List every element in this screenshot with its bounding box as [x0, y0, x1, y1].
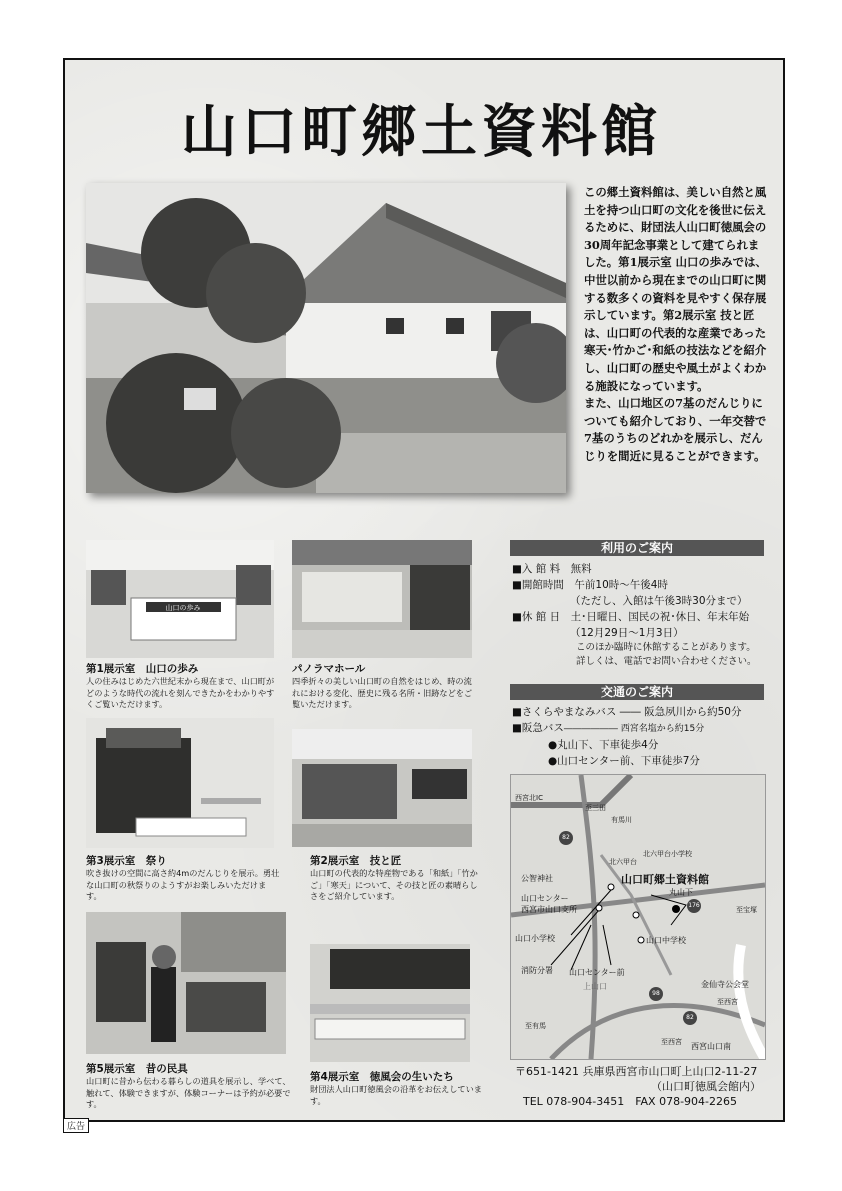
- address-block: [515, 1064, 771, 1109]
- map-label-ic: 西宮北IC: [515, 794, 543, 802]
- map-label-sanda: 至三田: [585, 804, 606, 812]
- museum-building-photo: [86, 183, 566, 493]
- intro-text: [584, 184, 770, 466]
- room5-title: 第5展示室 昔の民具: [86, 1063, 188, 1075]
- map-label-takarazuka: 至宝塚: [736, 906, 757, 914]
- access-map: [510, 774, 766, 1060]
- guide-info: ■入 館 料 無料 ■開館時間 午前10時～午後4時 （ただし、入館は午後3時30分まで） ■休 館 日 土･日曜日、国民の祝･休日、年末年始 （12月29日～1月3日） このほか臨時に休館することがあります。 詳しくは、電話でお問い合わせください。: [512, 561, 770, 669]
- panorama-photo: [292, 540, 472, 658]
- route-82-marker: 82: [559, 831, 573, 845]
- other-note-2: 詳しくは、電話でお問い合わせください。: [576, 656, 757, 667]
- room5-photo: [86, 912, 286, 1054]
- panorama-desc: 四季折々の美しい山口町の自然をはじめ、時の流れにおける変化、歴史に残る名所・旧跡などをご覧いただけます。: [292, 676, 473, 710]
- room1-photo: [86, 540, 274, 658]
- stop1: 丸山下、下車徒歩4分: [557, 739, 659, 751]
- map-label-yamaguchi-minami: 西宮山口南: [691, 1042, 731, 1051]
- room4-desc: 財団法人山口町徳風会の沿革をお伝えしています。: [310, 1084, 482, 1106]
- map-label-jhs: 山口中学校: [646, 936, 686, 945]
- map-label-nishinomiya1: 至西宮: [717, 998, 738, 1006]
- room2-desc: 山口町の代表的な特産物である「和紙」「竹かご」「寒天」について、その技と匠の素晴らしさをご紹介しています。: [310, 868, 478, 902]
- room3-title: 第3展示室 祭り: [86, 855, 167, 867]
- access-info: ■さくらやまなみバス ―― 阪急夙川から約50分 ■阪急バス―――――― 西宮名塩から約15分 ●丸山下、下車徒歩4分 ●山口センター前、下車徒歩7分: [512, 706, 742, 767]
- room1-title: 第1展示室 山口の歩み: [86, 663, 199, 675]
- room3-desc: 吹き抜けの空間に高さ約4mのだんじりを展示。勇壮な山口町の秋祭りのようすがお楽しみいただけます。: [86, 868, 280, 902]
- fee-label: 入 館 料: [521, 563, 561, 575]
- map-label-center-mae: 山口センター前: [569, 968, 625, 977]
- map-label-fire: 消防分署: [521, 966, 553, 975]
- access-heading: 交通のご案内: [510, 684, 764, 700]
- room1-photo-sign: 山口の歩み: [165, 604, 201, 612]
- closed-note: （12月29日～1月3日）: [570, 627, 684, 639]
- room4-caption: [310, 1070, 490, 1107]
- panorama-title: パノラマホール: [292, 663, 366, 675]
- address-line1: 〒651-1421 兵庫県西宮市山口町上山口2-11-27: [515, 1065, 758, 1078]
- route-98-marker: 98: [649, 987, 663, 1001]
- room3-photo: [86, 718, 274, 848]
- address-line2: （山口町徳風会館内）: [651, 1080, 761, 1093]
- route-176-marker: 176: [687, 899, 701, 913]
- map-museum-label: 山口町郷土資料館: [621, 873, 709, 886]
- guide-heading: 利用のご案内: [510, 540, 764, 556]
- map-label-nishinomiya2: 至西宮: [661, 1038, 682, 1046]
- room5-desc: 山口町に昔から伝わる暮らしの道具を展示し、学べて、触れて、体験できますが、体験コーナーは予約が必要です。: [86, 1076, 291, 1110]
- room3-caption: [86, 854, 281, 903]
- other-note-1: このほか臨時に休館することがあります。: [576, 642, 756, 653]
- bus2-value: ―――――― 西宮名塩から約15分: [563, 724, 705, 734]
- room2-title: 第2展示室 技と匠: [310, 855, 402, 867]
- closed-value: 土･日曜日、国民の祝･休日、年末年始: [570, 611, 750, 623]
- map-label-shrine: 公智神社: [521, 874, 553, 883]
- ad-label: 広告: [63, 1118, 89, 1133]
- room4-title: 第4展示室 徳風会の生いたち: [310, 1071, 454, 1083]
- room2-caption: [310, 854, 480, 903]
- room4-photo: [310, 944, 470, 1062]
- hours-note: （ただし、入館は午後3時30分まで）: [570, 595, 748, 607]
- map-label-es: 山口小学校: [515, 934, 555, 943]
- page-title: 山口町郷土資料館: [181, 99, 661, 165]
- map-label-school1: 北六甲台小学校: [643, 850, 692, 858]
- intro-paragraph-1: この郷土資料館は、美しい自然と風土を持つ山口町の文化を後世に伝えるために、財団法人山口町徳風会の30周年記念事業として建てられました。第1展示室 山口の歩みでは、中世以前から現在までの山口町に関する数多くの資料を見やすく保存展示しています。第2展示室 技と匠は、山口町の代表的な産業であった寒天･竹かご･和紙の技法などを紹介し、山口町の歴史や風土がよくわかる施設になっています。: [584, 185, 767, 393]
- room5-caption: [86, 1062, 296, 1111]
- room1-caption: [86, 662, 281, 711]
- map-label-kinsenji: 金仙寺公会堂: [701, 980, 749, 989]
- hours-value: 午前10時～午後4時: [574, 579, 668, 591]
- map-label-kitarokko: 北六甲台: [609, 858, 637, 866]
- stop2: 山口センター前、下車徒歩7分: [557, 755, 700, 767]
- route-82b-marker: 82: [683, 1011, 697, 1025]
- intro-paragraph-2: また、山口地区の7基のだんじりについても紹介しており、一年交替で7基のうちのどれかを展示し、だんじりを間近に見ることができます。: [584, 396, 767, 463]
- bus1: さくらやまなみバス ―― 阪急夙川から約50分: [521, 706, 742, 718]
- fee-value: 無料: [570, 563, 592, 575]
- map-label-maruyama: 丸山下: [669, 888, 693, 897]
- map-label-branch: 西宮市山口支所: [521, 905, 577, 914]
- map-label-river: 有馬川: [611, 816, 632, 824]
- bus2-label: 阪急バス: [521, 722, 564, 734]
- hours-label: 開館時間: [521, 579, 564, 591]
- panorama-caption: [292, 662, 477, 711]
- map-label-arima: 至有馬: [525, 1022, 546, 1030]
- map-label-center: 山口センター: [521, 894, 569, 903]
- map-label-kamiyamaguchi: 上山口: [583, 982, 607, 991]
- room1-desc: 人の住みはじめた六世紀末から現在まで、山口町がどのような時代の流れを刻んできたかをわかりやすくご覧いただけます。: [86, 676, 275, 710]
- closed-label: 休 館 日: [521, 611, 561, 623]
- address-tel: TEL 078-904-3451 FAX 078-904-2265: [523, 1095, 738, 1108]
- room2-photo: [292, 729, 472, 847]
